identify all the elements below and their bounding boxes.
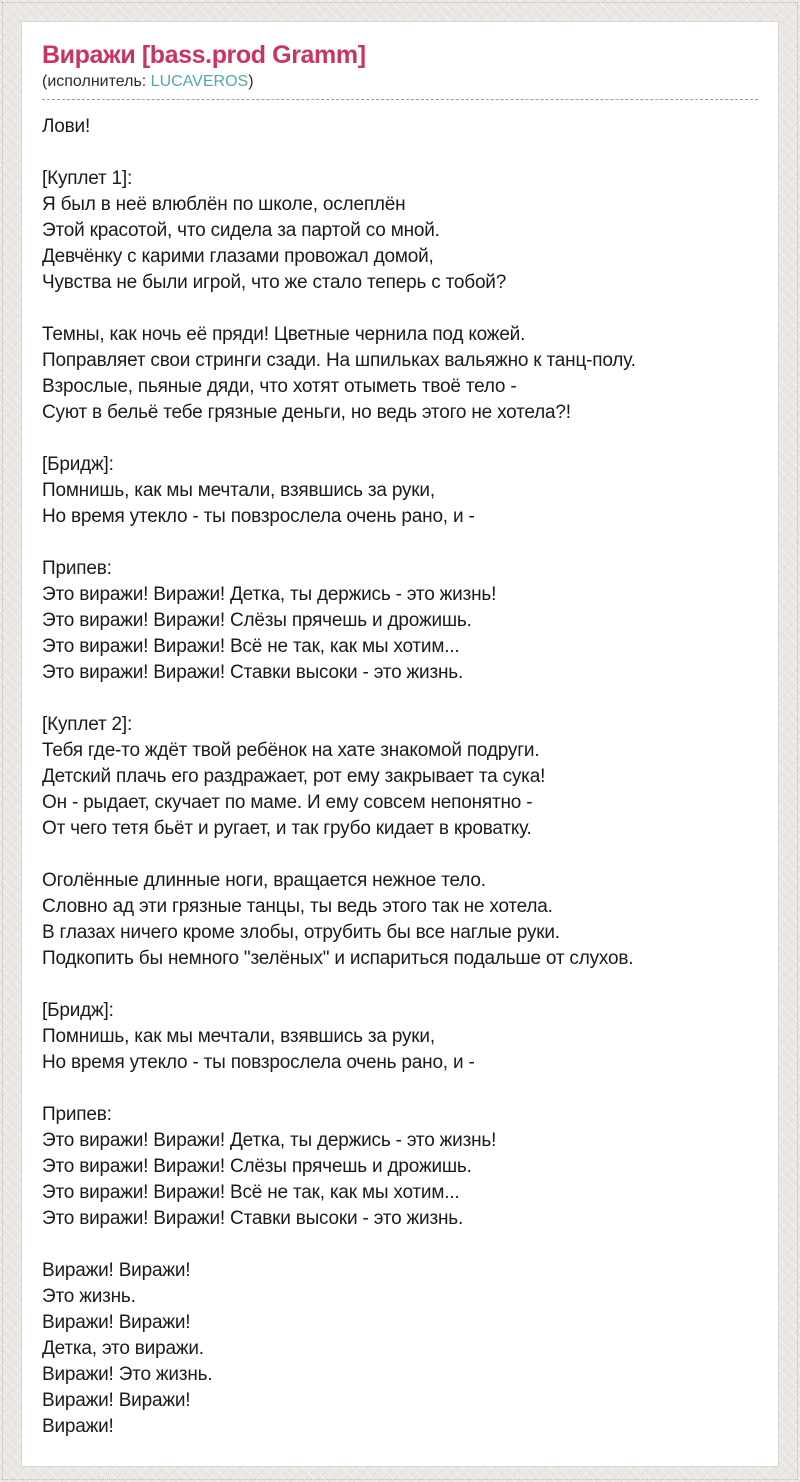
lyric-line xyxy=(42,686,758,712)
lyric-line: Это виражи! Виражи! Всё не так, как мы хотим... xyxy=(42,1182,460,1203)
lyric-line xyxy=(42,842,758,868)
lyric-line: Детский плачь его раздражает, рот ему закрывает та сука! xyxy=(42,766,546,787)
lyric-line xyxy=(42,972,758,998)
lyric-line: [Куплет 2]: xyxy=(42,714,133,735)
artist-label-suffix: ) xyxy=(248,73,254,90)
lyric-line: Девчёнку с карими глазами провожал домой, xyxy=(42,246,434,267)
lyric-line: Это виражи! Виражи! Слёзы прячешь и дрожишь. xyxy=(42,1156,472,1177)
artist-line xyxy=(42,71,758,100)
lyric-line: Я был в неё влюблён по школе, ослеплён xyxy=(42,194,406,215)
lyric-line: Это виражи! Виражи! Ставки высоки - это жизнь. xyxy=(42,1208,464,1229)
lyric-line: Детка, это виражи. xyxy=(42,1338,204,1359)
lyric-line: Припев: xyxy=(42,558,112,579)
lyric-line xyxy=(42,1232,758,1258)
lyric-line: Подкопить бы немного "зелёных" и испариться подальше от слухов. xyxy=(42,948,634,969)
lyrics-text xyxy=(42,114,758,1440)
lyric-line: Припев: xyxy=(42,1104,112,1125)
lyric-line: Это виражи! Виражи! Слёзы прячешь и дрожишь. xyxy=(42,610,472,631)
lyric-line: Но время утекло - ты повзрослела очень рано, и - xyxy=(42,506,475,527)
lyric-line: Суют в бельё тебе грязные деньги, но ведь этого не хотела?! xyxy=(42,402,571,423)
lyric-line: Виражи! Виражи! xyxy=(42,1260,191,1281)
lyrics-card xyxy=(21,21,779,1467)
lyric-line: Виражи! Виражи! xyxy=(42,1312,191,1333)
lyric-line: Оголённые длинные ноги, вращается нежное тело. xyxy=(42,870,486,891)
lyric-line: [Бридж]: xyxy=(42,454,114,475)
lyric-line: Это виражи! Виражи! Детка, ты держись - это жизнь! xyxy=(42,1130,497,1151)
lyric-line: Это виражи! Виражи! Всё не так, как мы хотим... xyxy=(42,636,460,657)
lyric-line xyxy=(42,296,758,322)
lyric-line: Помнишь, как мы мечтали, взявшись за руки, xyxy=(42,1026,435,1047)
lyric-line xyxy=(42,1076,758,1102)
lyric-line: Этой красотой, что сидела за партой со мной. xyxy=(42,220,440,241)
artist-label-prefix: (исполнитель: xyxy=(42,73,151,90)
lyric-line xyxy=(42,426,758,452)
lyric-line: Темны, как ночь её пряди! Цветные чернила под кожей. xyxy=(42,324,526,345)
lyric-line: [Куплет 1]: xyxy=(42,168,133,189)
song-title: Виражи [bass.prod Gramm] xyxy=(42,41,366,69)
lyric-line: Чувства не были игрой, что же стало теперь с тобой? xyxy=(42,272,507,293)
lyric-line: В глазах ничего кроме злобы, отрубить бы все наглые руки. xyxy=(42,922,560,943)
lyric-line: Виражи! xyxy=(42,1416,114,1437)
lyric-line: Это жизнь. xyxy=(42,1286,136,1307)
lyric-line: Лови! xyxy=(42,116,91,137)
lyric-line: Взрослые, пьяные дяди, что хотят отыметь твоё тело - xyxy=(42,376,517,397)
lyric-line: Виражи! Виражи! xyxy=(42,1390,191,1411)
lyric-line xyxy=(42,140,758,166)
lyric-line: От чего тетя бьёт и ругает, и так грубо кидает в кроватку. xyxy=(42,818,532,839)
lyric-line: Он - рыдает, скучает по маме. И ему совсем непонятно - xyxy=(42,792,533,813)
lyric-line: Тебя где-то ждёт твой ребёнок на хате знакомой подруги. xyxy=(42,740,540,761)
lyric-line: Виражи! Это жизнь. xyxy=(42,1364,213,1385)
lyric-line: Но время утекло - ты повзрослела очень рано, и - xyxy=(42,1052,475,1073)
lyric-line xyxy=(42,530,758,556)
artist-link[interactable]: LUCAVEROS xyxy=(150,73,249,90)
lyric-line: Поправляет свои стринги сзади. На шпильках вальяжно к танц-полу. xyxy=(42,350,636,371)
lyric-line: Это виражи! Виражи! Ставки высоки - это жизнь. xyxy=(42,662,464,683)
lyric-line: Помнишь, как мы мечтали, взявшись за руки, xyxy=(42,480,435,501)
lyric-line: Словно ад эти грязные танцы, ты ведь этого так не хотела. xyxy=(42,896,553,917)
lyric-line: [Бридж]: xyxy=(42,1000,114,1021)
lyric-line: Это виражи! Виражи! Детка, ты держись - это жизнь! xyxy=(42,584,497,605)
